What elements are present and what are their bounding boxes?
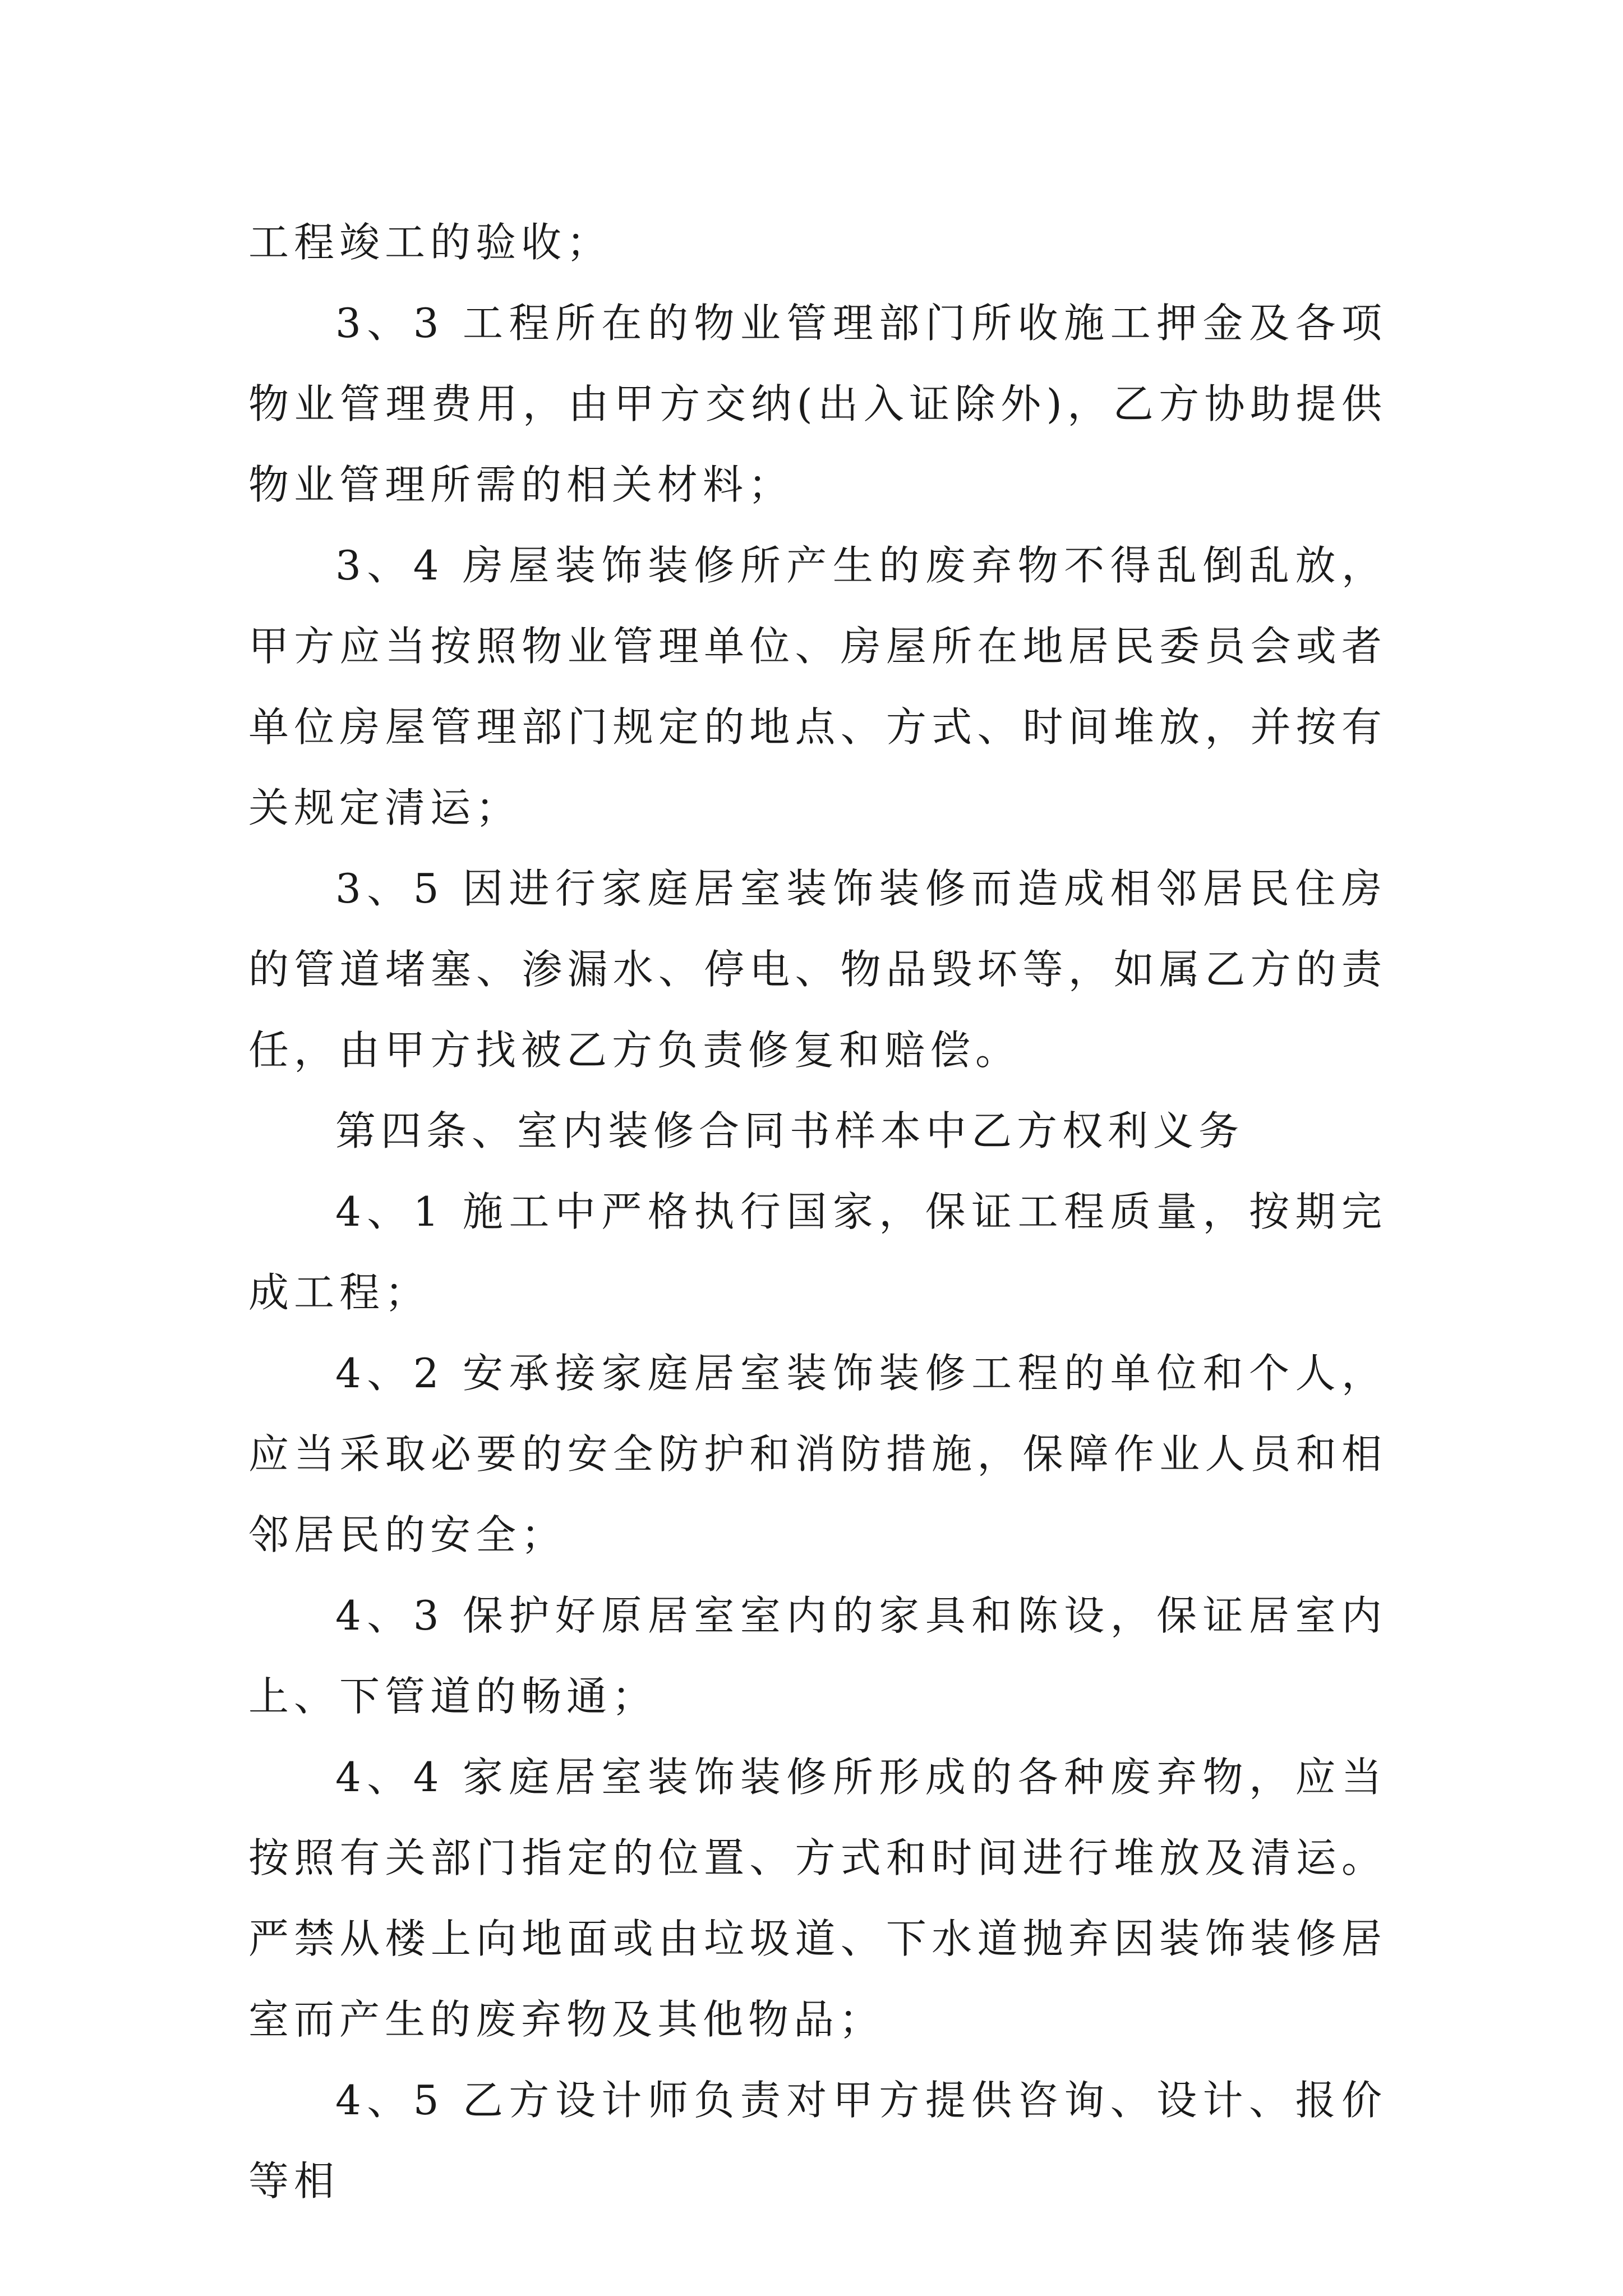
paragraph-3-5: 3、5 因进行家庭居室装饰装修而造成相邻居民住房的管道堵塞、渗漏水、停电、物品毁坏等，如属乙方的责任，由甲方找被乙方负责修复和赔偿。 <box>248 865 1387 1074</box>
section-heading-article-4: 第四条、室内装修合同书样本中乙方权利义务 <box>335 1107 1244 1154</box>
paragraph-4-1: 4、1 施工中严格执行国家，保证工程质量，按期完成工程； <box>248 1188 1387 1316</box>
paragraph-3-3: 3、3 工程所在的物业管理部门所收施工押金及各项物业管理费用，由甲方交纳(出入证除外)，乙方协助提供物业管理所需的相关材料； <box>248 300 1387 508</box>
paragraph-4-3: 4、3 保护好原居室室内的家具和陈设，保证居室内上、下管道的畅通； <box>248 1592 1387 1720</box>
paragraph-4-5: 4、5 乙方设计师负责对甲方提供咨询、设计、报价等相 <box>248 2077 1387 2205</box>
paragraph-4-2: 4、2 安承接家庭居室装饰装修工程的单位和个人，应当采取必要的安全防护和消防措施，保障作业人员和相邻居民的安全； <box>248 1350 1387 1558</box>
document-body <box>248 202 1387 2221</box>
paragraph-4-4: 4、4 家庭居室装饰装修所形成的各种废弃物，应当按照有关部门指定的位置、方式和时间进行堆放及清运。严禁从楼上向地面或由垃圾道、下水道抛弃因装饰装修居室而产生的废弃物及其他物品； <box>248 1754 1387 2043</box>
paragraph-3-4: 3、4 房屋装饰装修所产生的废弃物不得乱倒乱放，甲方应当按照物业管理单位、房屋所在地居民委员会或者单位房屋管理部门规定的地点、方式、时间堆放，并按有关规定清运； <box>248 542 1387 831</box>
paragraph-continuation: 工程竣工的验收； <box>248 219 612 266</box>
